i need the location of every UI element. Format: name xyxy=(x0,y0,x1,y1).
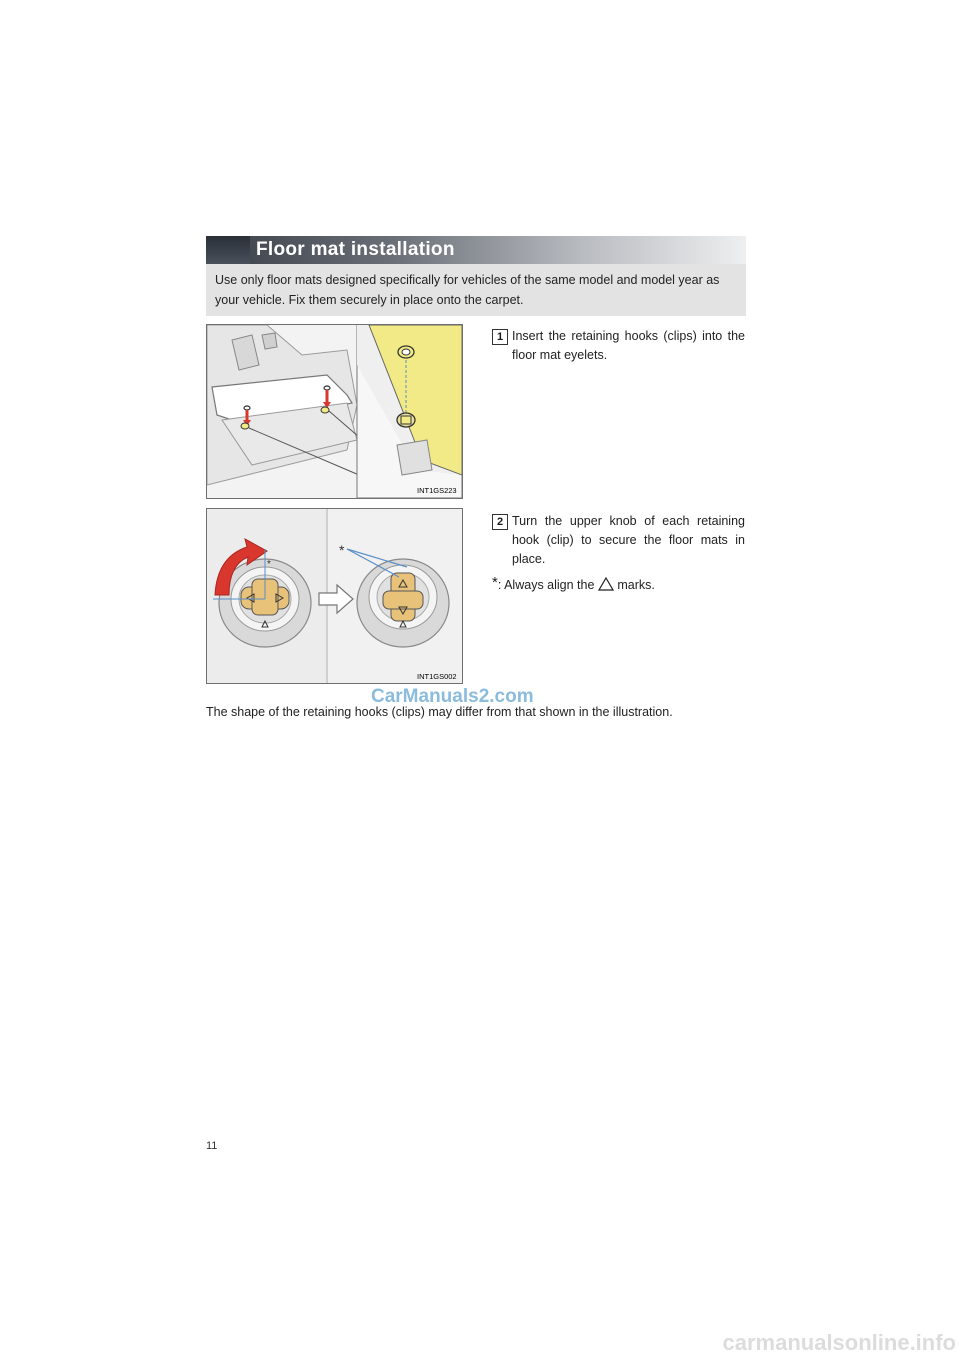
section-title: Floor mat installation xyxy=(256,239,455,260)
svg-text:*: * xyxy=(267,559,271,570)
step-number: 1 xyxy=(492,329,508,345)
note-star: * xyxy=(492,574,498,591)
footer-note: The shape of the retaining hooks (clips) may differ from that shown in the illustration. xyxy=(206,705,673,719)
site-watermark: carmanualsonline.info xyxy=(722,1330,956,1355)
step-2-text: Turn the upper knob of each retaining hook (clip) to secure the floor mats in place. xyxy=(512,514,745,566)
step-number: 2 xyxy=(492,514,508,530)
figure-step-1 xyxy=(206,324,463,499)
figure-step-2 xyxy=(206,508,463,684)
intro-text: Use only floor mats designed specifically for vehicles of the same model and model year as your vehicle. Fix them securely in place onto the carpet. xyxy=(215,273,720,307)
figure-code: INT1GS223 xyxy=(417,486,457,495)
floor-mat-illustration xyxy=(207,325,462,498)
triangle-mark-icon xyxy=(598,577,614,591)
note-text-after: marks. xyxy=(613,578,655,592)
watermark: CarManuals2.com xyxy=(371,686,534,707)
clip-turn-illustration xyxy=(207,509,462,683)
step-1-text: Insert the retaining hooks (clips) into the floor mat eyelets. xyxy=(512,329,745,362)
page-number: 11 xyxy=(206,1140,218,1152)
note-text-before: : Always align the xyxy=(497,578,598,592)
figure-star-label: * xyxy=(339,542,345,558)
section-title-tab xyxy=(206,236,250,264)
alignment-note xyxy=(492,573,752,595)
figure-code: INT1GS002 xyxy=(417,672,457,681)
